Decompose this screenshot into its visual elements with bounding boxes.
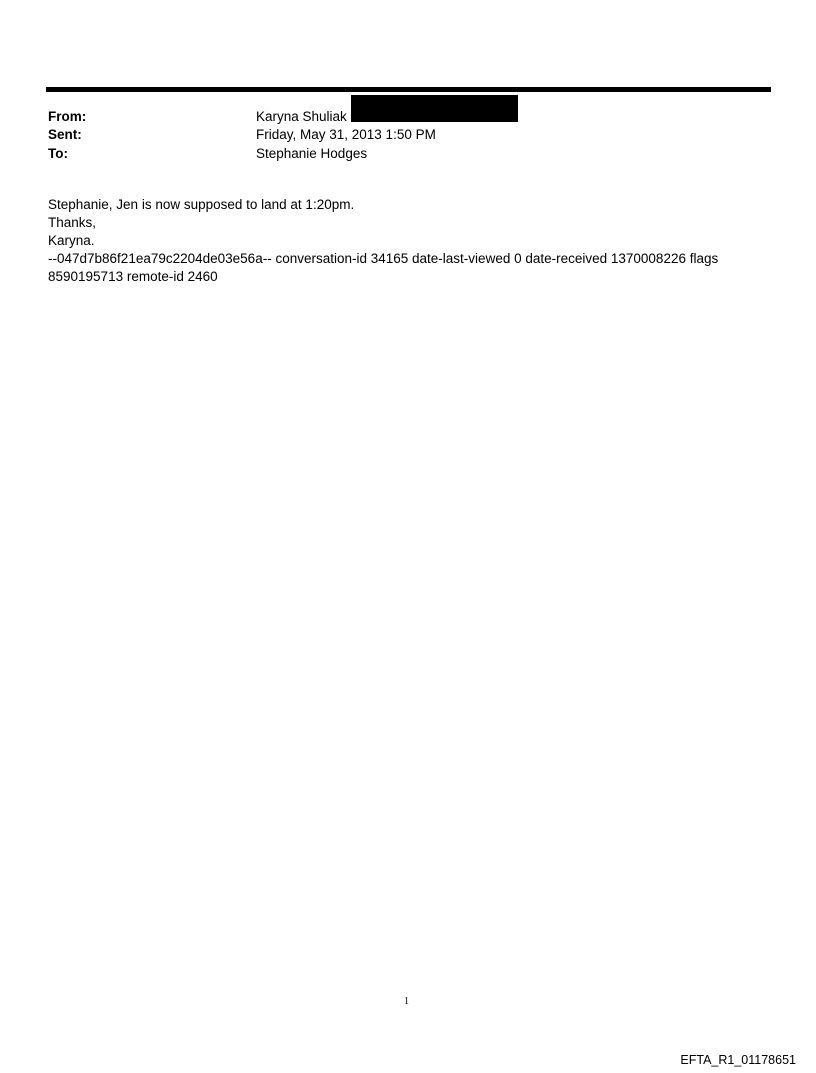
redaction-box [351, 95, 518, 122]
email-body [48, 196, 748, 286]
sent-label: Sent: [48, 127, 82, 142]
body-line: --047d7b86f21ea79c2204de03e56a-- conversation-id 34165 date-last-viewed 0 date-received 1370008226 flags [48, 251, 719, 266]
from-row [48, 107, 748, 126]
sender-name: Karyna Shuliak [256, 109, 347, 124]
to-row [48, 144, 748, 163]
body-line: Karyna. [48, 233, 95, 248]
body-line: 8590195713 remote-id 2460 [48, 269, 218, 284]
header-divider [46, 87, 771, 92]
body-line: Thanks, [48, 215, 97, 230]
sent-value: Friday, May 31, 2013 1:50 PM [256, 127, 436, 142]
page-number: 1 [404, 996, 409, 1007]
to-value: Stephanie Hodges [256, 146, 368, 161]
body-line: Stephanie, Jen is now supposed to land at 1:20pm. [48, 197, 355, 212]
sent-row [48, 125, 748, 144]
to-label: To: [48, 146, 68, 161]
document-id: EFTA_R1_01178651 [680, 1053, 796, 1067]
from-label: From: [48, 109, 87, 124]
from-value [256, 107, 518, 126]
